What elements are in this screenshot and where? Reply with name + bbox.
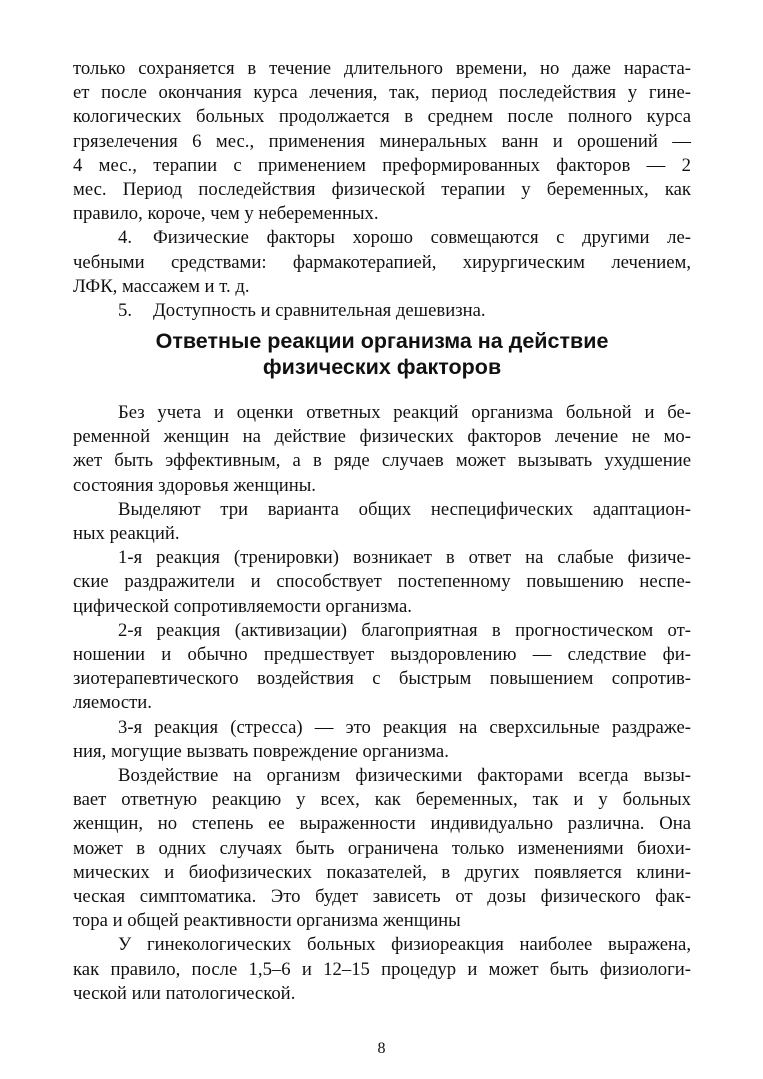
text-line: Выделяют три варианта общих неспецифических адаптацион- bbox=[118, 498, 691, 520]
paragraph bbox=[73, 619, 691, 716]
paragraph bbox=[73, 546, 691, 619]
text-line: правило, короче, чем у небеременных. bbox=[73, 203, 379, 225]
list-item-text: Доступность и сравнительная дешевизна. bbox=[153, 300, 486, 322]
text-line: мес. Период последействия физической терапии у беременных, как bbox=[73, 179, 691, 201]
paragraph bbox=[73, 498, 691, 546]
text-line: ременной женщин на действие физических факторов лечение не мо- bbox=[73, 426, 691, 448]
text-line: ных реакций. bbox=[73, 523, 180, 545]
paragraph bbox=[73, 401, 691, 498]
section-heading-line-2: физических факторов bbox=[262, 355, 502, 379]
text-line: кологических больных продолжается в среднем после полного курса bbox=[73, 106, 691, 128]
paragraph bbox=[73, 933, 691, 1006]
text-line: 2-я реакция (активизации) благоприятная в прогностическом от- bbox=[118, 619, 691, 641]
list-item-number: 5. bbox=[118, 300, 133, 322]
text-line: чебными средствами: фармакотерапией, хирургическим лечением, bbox=[73, 251, 691, 273]
text-line: может в одних случаях быть ограничена только изменениями биохи- bbox=[73, 837, 691, 859]
text-line: только сохраняется в течение длительного времени, но даже нараста- bbox=[73, 58, 691, 79]
text-line: мических и биофизических показателей, в других появляется клини- bbox=[73, 861, 691, 883]
text-line: женщин, но степень ее выраженности индивидуально различна. Она bbox=[73, 813, 691, 835]
text-line bbox=[73, 299, 691, 323]
main-text-block bbox=[73, 401, 691, 1006]
list-item-number: 4. bbox=[118, 227, 133, 249]
text-line: ческой или патологической. bbox=[73, 982, 296, 1004]
section-heading-line-1: Ответные реакции организма на действие bbox=[155, 329, 609, 353]
text-line: ские раздражители и способствует постепенному повышению неспе- bbox=[73, 571, 691, 593]
continuation-paragraph bbox=[73, 57, 691, 226]
text-line: жет быть эффективным, а в ряде случаев может вызывать ухудшение bbox=[73, 450, 691, 472]
text-line bbox=[73, 226, 691, 250]
text-line: грязелечения 6 мес., применения минеральных ванн и орошений — bbox=[73, 130, 691, 152]
text-line: Воздействие на организм физическими факторами всегда вызы- bbox=[118, 765, 691, 787]
top-text-block bbox=[73, 57, 691, 323]
text-line: Без учета и оценки ответных реакций организма больной и бе- bbox=[118, 402, 691, 423]
text-line: как правило, после 1,5–6 и 12–15 процедур и может быть физиологи- bbox=[73, 958, 691, 980]
section-heading bbox=[73, 328, 691, 380]
text-line: 1-я реакция (тренировки) возникает в ответ на слабые физиче- bbox=[118, 547, 691, 569]
page-number: 8 bbox=[377, 1040, 386, 1057]
text-line: вает ответную реакцию у всех, как беременных, так и у больных bbox=[73, 789, 691, 811]
text-line: цифической сопротивляемости организма. bbox=[73, 595, 412, 617]
paragraph bbox=[73, 764, 691, 933]
list-item-5 bbox=[73, 299, 691, 323]
text-line: 4 мес., терапии с применением преформированных факторов — 2 bbox=[73, 154, 691, 176]
text-line: 3-я реакция (стресса) — это реакция на сверхсильные раздраже- bbox=[118, 716, 691, 738]
paragraph bbox=[73, 716, 691, 764]
text-line: тора и общей реактивности организма женщины bbox=[73, 910, 461, 932]
text-line: ношении и обычно предшествует выздоровлению — следствие фи- bbox=[73, 644, 691, 666]
text-line: ляемости. bbox=[73, 692, 152, 714]
list-item-4 bbox=[73, 226, 691, 299]
text-line: ЛФК, массажем и т. д. bbox=[73, 275, 250, 297]
text-line: состояния здоровья женщины. bbox=[73, 474, 316, 496]
text-line: ет после окончания курса лечения, так, период последействия у гине- bbox=[73, 82, 691, 104]
text-line: ческая симптоматика. Это будет зависеть от дозы физического фак- bbox=[73, 886, 691, 908]
text-line: ния, могущие вызвать повреждение организма. bbox=[73, 740, 449, 762]
text-line: У гинекологических больных физиореакция наиболее выражена, bbox=[118, 934, 691, 956]
list-item-text: Физические факторы хорошо совмещаются с другими ле- bbox=[153, 227, 691, 249]
text-line: зиотерапевтического воздействия с быстрым повышением сопротив- bbox=[73, 668, 691, 690]
